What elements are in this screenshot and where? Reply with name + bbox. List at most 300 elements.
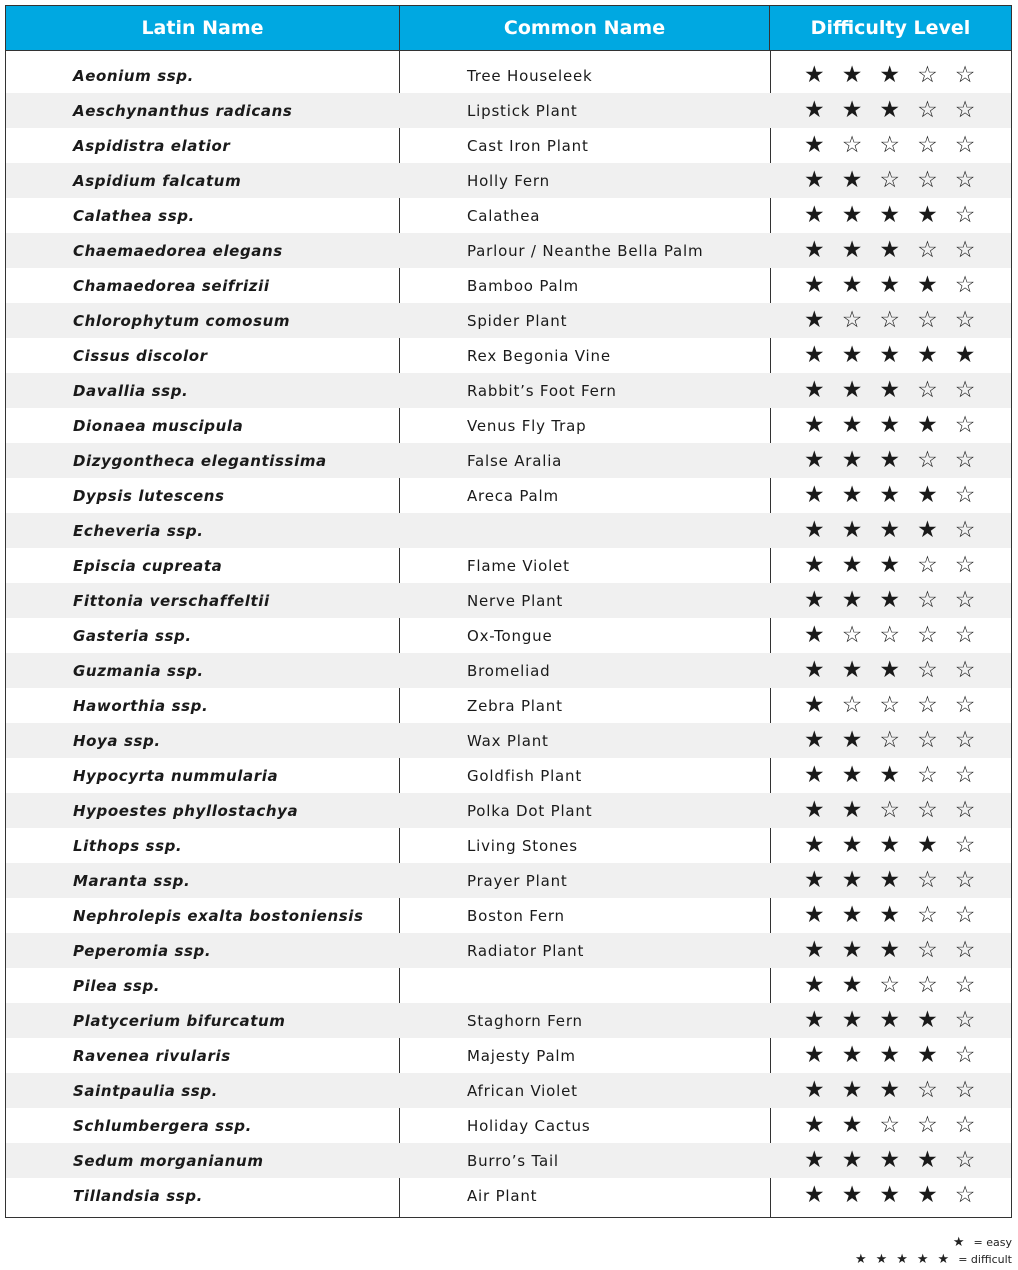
difficulty-rating	[770, 99, 1011, 122]
table-row	[6, 1108, 1011, 1143]
common-name-cell: Boston Fern	[467, 906, 565, 925]
table-row	[6, 863, 1011, 898]
common-name-cell: Venus Fly Trap	[467, 416, 587, 435]
star-filled-icon: ★	[841, 202, 863, 228]
difficulty-rating	[770, 169, 1011, 192]
star-filled-icon: ★	[841, 377, 863, 403]
latin-name-cell: Sedum morganianum	[73, 1151, 264, 1170]
star-filled-icon: ★	[841, 1112, 863, 1138]
star-filled-icon: ★	[841, 762, 863, 788]
star-outline-icon: ☆	[879, 972, 900, 998]
difficulty-rating	[770, 974, 1011, 997]
star-outline-icon: ☆	[917, 552, 938, 578]
common-name-cell: Rex Begonia Vine	[467, 346, 611, 365]
common-name-cell: Staghorn Fern	[467, 1011, 583, 1030]
difficulty-rating	[770, 729, 1011, 752]
star-filled-icon: ★	[804, 1182, 825, 1208]
star-outline-icon: ☆	[841, 307, 863, 333]
latin-name-cell: Schlumbergera ssp.	[73, 1116, 252, 1135]
star-filled-icon: ★	[841, 832, 863, 858]
star-filled-icon: ★	[841, 1147, 863, 1173]
star-outline-icon: ☆	[954, 867, 976, 893]
star-filled-icon: ★	[917, 1182, 938, 1208]
star-filled-icon: ★	[804, 692, 825, 718]
table-row	[6, 828, 1011, 863]
star-filled-icon: ★	[879, 902, 900, 928]
common-name-cell: Bromeliad	[467, 661, 551, 680]
star-filled-icon: ★	[841, 342, 863, 368]
common-name-cell: Holly Fern	[467, 171, 550, 190]
star-filled-icon: ★	[879, 97, 900, 123]
difficulty-rating	[770, 484, 1011, 507]
common-name-cell: Rabbit’s Foot Fern	[467, 381, 617, 400]
table-row	[6, 1003, 1011, 1038]
star-filled-icon: ★	[879, 447, 900, 473]
table-row	[6, 583, 1011, 618]
difficulty-rating	[770, 1009, 1011, 1032]
star-filled-icon: ★	[804, 622, 825, 648]
latin-name-cell: Pilea ssp.	[73, 976, 161, 995]
table-row	[6, 548, 1011, 583]
star-outline-icon: ☆	[917, 132, 938, 158]
star-filled-icon: ★	[879, 202, 900, 228]
latin-name-cell: Guzmania ssp.	[73, 661, 204, 680]
latin-name-cell: Chamaedorea seifrizii	[73, 276, 270, 295]
common-name-cell: Wax Plant	[467, 731, 549, 750]
star-filled-icon: ★	[804, 62, 825, 88]
star-outline-icon: ☆	[917, 762, 938, 788]
star-filled-icon: ★	[841, 237, 863, 263]
star-outline-icon: ☆	[841, 622, 863, 648]
latin-name-cell: Aeonium ssp.	[73, 66, 194, 85]
star-outline-icon: ☆	[954, 202, 976, 228]
star-outline-icon: ☆	[954, 587, 976, 613]
star-outline-icon: ☆	[954, 447, 976, 473]
difficulty-rating	[770, 904, 1011, 927]
star-filled-icon: ★	[879, 62, 900, 88]
star-outline-icon: ☆	[917, 902, 938, 928]
star-filled-icon: ★	[879, 867, 900, 893]
common-name-cell: Burro’s Tail	[467, 1151, 559, 1170]
star-outline-icon: ☆	[954, 972, 976, 998]
star-filled-icon: ★	[841, 727, 863, 753]
difficulty-rating	[770, 694, 1011, 717]
star-filled-icon: ★	[841, 867, 863, 893]
star-filled-icon: ★	[804, 972, 825, 998]
legend-difficult	[855, 1252, 1012, 1267]
star-filled-icon: ★	[841, 1042, 863, 1068]
table-row	[6, 303, 1011, 338]
star-filled-icon: ★	[841, 902, 863, 928]
star-filled-icon: ★	[804, 867, 825, 893]
star-filled-icon: ★	[917, 342, 938, 368]
star-outline-icon: ☆	[917, 97, 938, 123]
star-filled-icon: ★	[879, 832, 900, 858]
table-row	[6, 373, 1011, 408]
star-filled-icon: ★	[917, 1042, 938, 1068]
star-filled-icon: ★	[879, 657, 900, 683]
star-outline-icon: ☆	[879, 167, 900, 193]
table-row	[6, 1143, 1011, 1178]
common-name-cell: False Aralia	[467, 451, 563, 470]
star-outline-icon: ☆	[954, 517, 976, 543]
star-outline-icon: ☆	[954, 272, 976, 298]
difficulty-table	[5, 5, 1012, 1218]
legend-difficult-stars: ★★★★★	[854, 1252, 959, 1267]
common-name-cell: Living Stones	[467, 836, 578, 855]
table-header	[6, 6, 1011, 50]
difficulty-rating	[770, 1079, 1011, 1102]
table-row	[6, 653, 1011, 688]
difficulty-rating	[770, 449, 1011, 472]
star-filled-icon: ★	[804, 1007, 825, 1033]
legend-easy-stars: ★	[952, 1235, 974, 1250]
star-filled-icon: ★	[804, 832, 825, 858]
star-outline-icon: ☆	[879, 307, 900, 333]
star-outline-icon: ☆	[954, 307, 976, 333]
star-outline-icon: ☆	[917, 727, 938, 753]
star-filled-icon: ★	[804, 762, 825, 788]
difficulty-rating	[770, 519, 1011, 542]
star-filled-icon: ★	[841, 482, 863, 508]
latin-name-cell: Peperomia ssp.	[73, 941, 212, 960]
star-filled-icon: ★	[804, 902, 825, 928]
star-filled-icon: ★	[804, 1042, 825, 1068]
star-filled-icon: ★	[879, 377, 900, 403]
difficulty-rating	[770, 309, 1011, 332]
table-row	[6, 723, 1011, 758]
difficulty-rating	[770, 939, 1011, 962]
legend-easy	[953, 1235, 1012, 1250]
star-outline-icon: ☆	[954, 237, 976, 263]
common-name-cell: Flame Violet	[467, 556, 570, 575]
star-outline-icon: ☆	[917, 622, 938, 648]
table-row	[6, 478, 1011, 513]
latin-name-cell: Maranta ssp.	[73, 871, 191, 890]
latin-name-cell: Hypocyrta nummularia	[73, 766, 279, 785]
star-filled-icon: ★	[841, 1007, 863, 1033]
star-outline-icon: ☆	[917, 692, 938, 718]
star-filled-icon: ★	[804, 97, 825, 123]
latin-name-cell: Platycerium bifurcatum	[73, 1011, 286, 1030]
star-outline-icon: ☆	[954, 797, 976, 823]
star-filled-icon: ★	[841, 167, 863, 193]
star-outline-icon: ☆	[954, 937, 976, 963]
table-row	[6, 513, 1011, 548]
latin-name-cell: Nephrolepis exalta bostoniensis	[73, 906, 364, 925]
star-filled-icon: ★	[879, 272, 900, 298]
star-outline-icon: ☆	[917, 307, 938, 333]
star-filled-icon: ★	[841, 97, 863, 123]
table-row	[6, 898, 1011, 933]
star-filled-icon: ★	[879, 1182, 900, 1208]
star-outline-icon: ☆	[954, 412, 976, 438]
common-name-cell: Parlour / Neanthe Bella Palm	[467, 241, 704, 260]
star-filled-icon: ★	[841, 62, 863, 88]
latin-name-cell: Davallia ssp.	[73, 381, 189, 400]
star-filled-icon: ★	[841, 412, 863, 438]
star-filled-icon: ★	[804, 412, 825, 438]
star-filled-icon: ★	[804, 587, 825, 613]
latin-name-cell: Aspidistra elatior	[73, 136, 231, 155]
star-filled-icon: ★	[804, 1112, 825, 1138]
common-name-cell: Lipstick Plant	[467, 101, 578, 120]
star-outline-icon: ☆	[917, 377, 938, 403]
difficulty-rating	[770, 414, 1011, 437]
table-row	[6, 933, 1011, 968]
latin-name-cell: Cissus discolor	[73, 346, 208, 365]
star-filled-icon: ★	[804, 447, 825, 473]
star-outline-icon: ☆	[954, 377, 976, 403]
difficulty-rating	[770, 764, 1011, 787]
difficulty-rating	[770, 239, 1011, 262]
difficulty-rating	[770, 1184, 1011, 1207]
star-outline-icon: ☆	[917, 447, 938, 473]
star-filled-icon: ★	[917, 412, 938, 438]
latin-name-cell: Aeschynanthus radicans	[73, 101, 293, 120]
legend-difficult-label: = difficult	[958, 1253, 1012, 1266]
star-filled-icon: ★	[841, 937, 863, 963]
star-filled-icon: ★	[879, 1147, 900, 1173]
star-filled-icon: ★	[804, 727, 825, 753]
star-outline-icon: ☆	[879, 692, 900, 718]
common-name-cell: Holiday Cactus	[467, 1116, 591, 1135]
star-filled-icon: ★	[917, 517, 938, 543]
common-name-cell: Zebra Plant	[467, 696, 563, 715]
star-outline-icon: ☆	[917, 797, 938, 823]
star-outline-icon: ☆	[954, 1007, 976, 1033]
star-filled-icon: ★	[917, 832, 938, 858]
star-outline-icon: ☆	[841, 132, 863, 158]
difficulty-rating	[770, 554, 1011, 577]
latin-name-cell: Dizygontheca elegantissima	[73, 451, 327, 470]
star-filled-icon: ★	[879, 1007, 900, 1033]
star-filled-icon: ★	[804, 937, 825, 963]
star-outline-icon: ☆	[917, 167, 938, 193]
star-filled-icon: ★	[879, 237, 900, 263]
star-outline-icon: ☆	[954, 657, 976, 683]
star-outline-icon: ☆	[954, 1042, 976, 1068]
star-filled-icon: ★	[954, 342, 976, 368]
common-name-cell: Nerve Plant	[467, 591, 564, 610]
star-outline-icon: ☆	[954, 727, 976, 753]
star-filled-icon: ★	[804, 272, 825, 298]
table-row	[6, 163, 1011, 198]
difficulty-rating	[770, 344, 1011, 367]
common-name-cell: Cast Iron Plant	[467, 136, 589, 155]
star-filled-icon: ★	[879, 552, 900, 578]
star-filled-icon: ★	[917, 482, 938, 508]
star-outline-icon: ☆	[954, 1147, 976, 1173]
star-outline-icon: ☆	[954, 132, 976, 158]
table-row	[6, 58, 1011, 93]
star-filled-icon: ★	[879, 517, 900, 543]
difficulty-rating	[770, 64, 1011, 87]
table-row	[6, 93, 1011, 128]
table-row	[6, 198, 1011, 233]
table-row	[6, 268, 1011, 303]
difficulty-rating	[770, 1149, 1011, 1172]
latin-name-cell: Aspidium falcatum	[73, 171, 242, 190]
difficulty-rating	[770, 1114, 1011, 1137]
star-filled-icon: ★	[804, 657, 825, 683]
latin-name-cell: Saintpaulia ssp.	[73, 1081, 218, 1100]
legend-easy-label: = easy	[973, 1236, 1012, 1249]
latin-name-cell: Chlorophytum comosum	[73, 311, 291, 330]
latin-name-cell: Gasteria ssp.	[73, 626, 192, 645]
table-body	[6, 58, 1011, 1213]
table-row	[6, 128, 1011, 163]
star-filled-icon: ★	[804, 377, 825, 403]
star-outline-icon: ☆	[879, 727, 900, 753]
star-outline-icon: ☆	[954, 1077, 976, 1103]
difficulty-rating	[770, 799, 1011, 822]
common-name-cell: Prayer Plant	[467, 871, 568, 890]
star-filled-icon: ★	[804, 482, 825, 508]
star-filled-icon: ★	[804, 202, 825, 228]
star-outline-icon: ☆	[879, 797, 900, 823]
common-name-cell: Bamboo Palm	[467, 276, 579, 295]
star-filled-icon: ★	[841, 552, 863, 578]
latin-name-cell: Calathea ssp.	[73, 206, 195, 225]
star-outline-icon: ☆	[954, 692, 976, 718]
star-outline-icon: ☆	[917, 587, 938, 613]
difficulty-rating	[770, 624, 1011, 647]
star-outline-icon: ☆	[917, 237, 938, 263]
difficulty-rating	[770, 589, 1011, 612]
star-outline-icon: ☆	[917, 62, 938, 88]
header-difficulty-level: Difficulty Level	[810, 17, 971, 39]
latin-name-cell: Ravenea rivularis	[73, 1046, 231, 1065]
star-filled-icon: ★	[917, 272, 938, 298]
star-filled-icon: ★	[841, 657, 863, 683]
star-outline-icon: ☆	[954, 552, 976, 578]
star-outline-icon: ☆	[917, 867, 938, 893]
star-outline-icon: ☆	[917, 1077, 938, 1103]
star-filled-icon: ★	[917, 1007, 938, 1033]
difficulty-rating	[770, 274, 1011, 297]
difficulty-rating	[770, 1044, 1011, 1067]
star-outline-icon: ☆	[954, 97, 976, 123]
star-outline-icon: ☆	[954, 832, 976, 858]
star-filled-icon: ★	[804, 167, 825, 193]
difficulty-rating	[770, 834, 1011, 857]
star-outline-icon: ☆	[879, 622, 900, 648]
star-filled-icon: ★	[804, 797, 825, 823]
star-filled-icon: ★	[804, 307, 825, 333]
star-filled-icon: ★	[804, 132, 825, 158]
difficulty-rating	[770, 869, 1011, 892]
difficulty-rating	[770, 204, 1011, 227]
star-outline-icon: ☆	[917, 1112, 938, 1138]
star-filled-icon: ★	[804, 552, 825, 578]
latin-name-cell: Dypsis lutescens	[73, 486, 225, 505]
star-filled-icon: ★	[879, 412, 900, 438]
common-name-cell: Calathea	[467, 206, 541, 225]
table-row	[6, 618, 1011, 653]
table-row	[6, 1178, 1011, 1213]
star-filled-icon: ★	[804, 342, 825, 368]
star-outline-icon: ☆	[954, 1182, 976, 1208]
common-name-cell: Areca Palm	[467, 486, 559, 505]
star-outline-icon: ☆	[841, 692, 863, 718]
latin-name-cell: Chaemaedorea elegans	[73, 241, 283, 260]
star-filled-icon: ★	[917, 1147, 938, 1173]
difficulty-rating	[770, 379, 1011, 402]
common-name-cell: Radiator Plant	[467, 941, 585, 960]
star-outline-icon: ☆	[879, 1112, 900, 1138]
star-outline-icon: ☆	[954, 482, 976, 508]
star-filled-icon: ★	[841, 517, 863, 543]
star-filled-icon: ★	[879, 1077, 900, 1103]
star-outline-icon: ☆	[954, 622, 976, 648]
header-common-name: Common Name	[400, 6, 770, 50]
star-filled-icon: ★	[879, 937, 900, 963]
latin-name-cell: Lithops ssp.	[73, 836, 183, 855]
star-outline-icon: ☆	[917, 972, 938, 998]
star-filled-icon: ★	[841, 447, 863, 473]
common-name-cell: Majesty Palm	[467, 1046, 576, 1065]
table-row	[6, 793, 1011, 828]
star-filled-icon: ★	[879, 587, 900, 613]
latin-name-cell: Episcia cupreata	[73, 556, 223, 575]
table-row	[6, 968, 1011, 1003]
star-outline-icon: ☆	[954, 1112, 976, 1138]
common-name-cell: Spider Plant	[467, 311, 568, 330]
table-row	[6, 443, 1011, 478]
header-latin-name: Latin Name	[6, 6, 400, 50]
difficulty-rating	[770, 134, 1011, 157]
latin-name-cell: Hypoestes phyllostachya	[73, 801, 299, 820]
header-divider	[6, 50, 1011, 51]
star-filled-icon: ★	[841, 797, 863, 823]
common-name-cell: Goldfish Plant	[467, 766, 583, 785]
star-filled-icon: ★	[841, 1077, 863, 1103]
common-name-cell: Polka Dot Plant	[467, 801, 593, 820]
star-filled-icon: ★	[879, 762, 900, 788]
common-name-cell: Air Plant	[467, 1186, 538, 1205]
table-row	[6, 338, 1011, 373]
star-filled-icon: ★	[879, 482, 900, 508]
star-outline-icon: ☆	[879, 132, 900, 158]
star-filled-icon: ★	[804, 1077, 825, 1103]
star-filled-icon: ★	[804, 517, 825, 543]
common-name-cell: Ox-Tongue	[467, 626, 553, 645]
star-filled-icon: ★	[841, 972, 863, 998]
star-filled-icon: ★	[841, 587, 863, 613]
star-filled-icon: ★	[804, 237, 825, 263]
table-row	[6, 758, 1011, 793]
star-filled-icon: ★	[841, 1182, 863, 1208]
latin-name-cell: Dionaea muscipula	[73, 416, 244, 435]
star-filled-icon: ★	[879, 1042, 900, 1068]
common-name-cell: African Violet	[467, 1081, 578, 1100]
star-filled-icon: ★	[841, 272, 863, 298]
latin-name-cell: Echeveria ssp.	[73, 521, 204, 540]
star-filled-icon: ★	[804, 1147, 825, 1173]
star-filled-icon: ★	[917, 202, 938, 228]
star-outline-icon: ☆	[954, 167, 976, 193]
difficulty-rating	[770, 659, 1011, 682]
table-row	[6, 408, 1011, 443]
latin-name-cell: Haworthia ssp.	[73, 696, 209, 715]
star-outline-icon: ☆	[917, 657, 938, 683]
star-outline-icon: ☆	[954, 762, 976, 788]
latin-name-cell: Fittonia verschaffeltii	[73, 591, 270, 610]
latin-name-cell: Hoya ssp.	[73, 731, 161, 750]
star-filled-icon: ★	[879, 342, 900, 368]
latin-name-cell: Tillandsia ssp.	[73, 1186, 203, 1205]
